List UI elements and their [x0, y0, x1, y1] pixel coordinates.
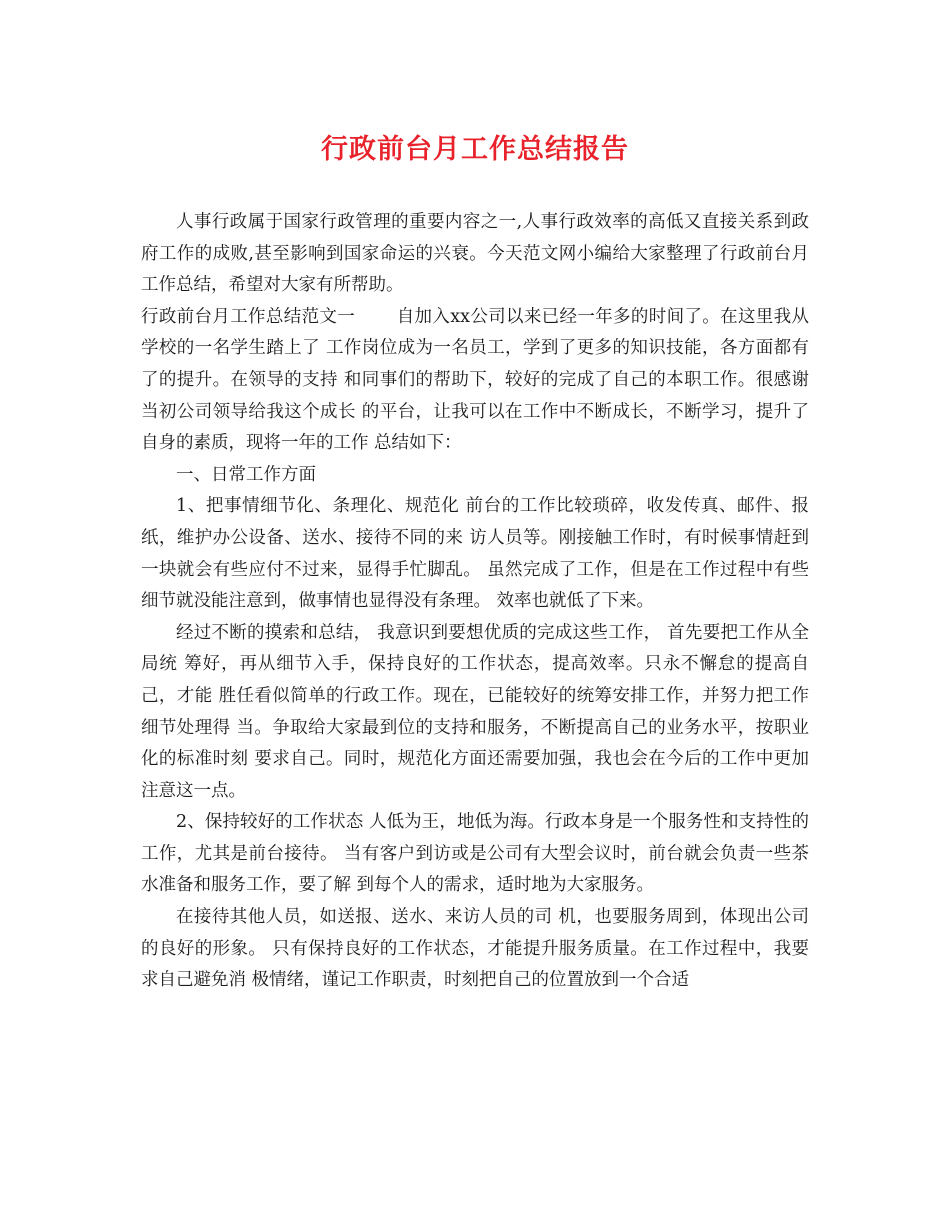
paragraph-reflection: 经过不断的摸索和总结， 我意识到要想优质的完成这些工作， 首先要把工作从全局统 筹好，再从细节入手，保持良好的工作状态，提高效率。只永不懈怠的提高自己，才能 胜任看似简单的行政工作。现在，已能较好的统筹安排工作，并努力把工作细节处理得 当。争取给大家最到位的支持和服务，不断提高自己的业务水平，按职业化的标准时刻 要求自己。同时，规范化方面还需要加强，我也会在今后的工作中更加注意这一点。 — [141, 622, 809, 801]
paragraph-sample-one: 行政前台月工作总结范文一 自加入xx公司以来已经一年多的时间了。在这里我从学校的一名学生踏上了 工作岗位成为一名员工，学到了更多的知识技能，各方面都有了的提升。在领导的支持 和同事们的帮助下，较好的完成了自己的本职工作。很感谢当初公司领导给我这个成长 的平台，让我可以在工作中不断成长，不断学习，提升了自身的素质，现将一年的工作 总结如下： — [141, 306, 809, 454]
paragraph-point-2: 2、保持较好的工作状态 人低为王，地低为海。行政本身是一个服务性和支持性的工作，尤其是前台接待。 当有客户到访或是公司有大型会议时，前台就会负责一些茶水准备和服务工作，要了解 到每个人的需求，适时地为大家服务。 — [141, 812, 809, 896]
paragraph-point-1: 1、把事情细节化、条理化、规范化 前台的工作比较琐碎，收发传真、邮件、报纸，维护办公设备、送水、接待不同的来 访人员等。刚接触工作时，有时候事情赶到一块就会有些应付不过来，显得手忙脚乱。 虽然完成了工作，但是在工作过程中有些细节就没能注意到，做事情也显得没有条理。 效率也就低了下来。 — [141, 496, 809, 612]
section-heading-daily-work: 一、日常工作方面 — [176, 464, 316, 485]
paragraph-reception: 在接待其他人员，如送报、送水、来访人员的司 机，也要服务周到，体现出公司的良好的形象。 只有保持良好的工作状态，才能提升服务质量。在工作过程中，我要求自己避免消 极情绪，谨记工作职责，时刻把自己的位置放到一个合适 — [141, 907, 809, 991]
document-title: 行政前台月工作总结报告 — [321, 134, 629, 165]
document-body — [141, 207, 809, 997]
paragraph-intro: 人事行政属于国家行政管理的重要内容之一,人事行政效率的高低又直接关系到政府工作的成败,甚至影响到国家命运的兴衰。今天范文网小编给大家整理了行政前台月工作总结，希望对大家有所帮助。 — [141, 212, 809, 296]
